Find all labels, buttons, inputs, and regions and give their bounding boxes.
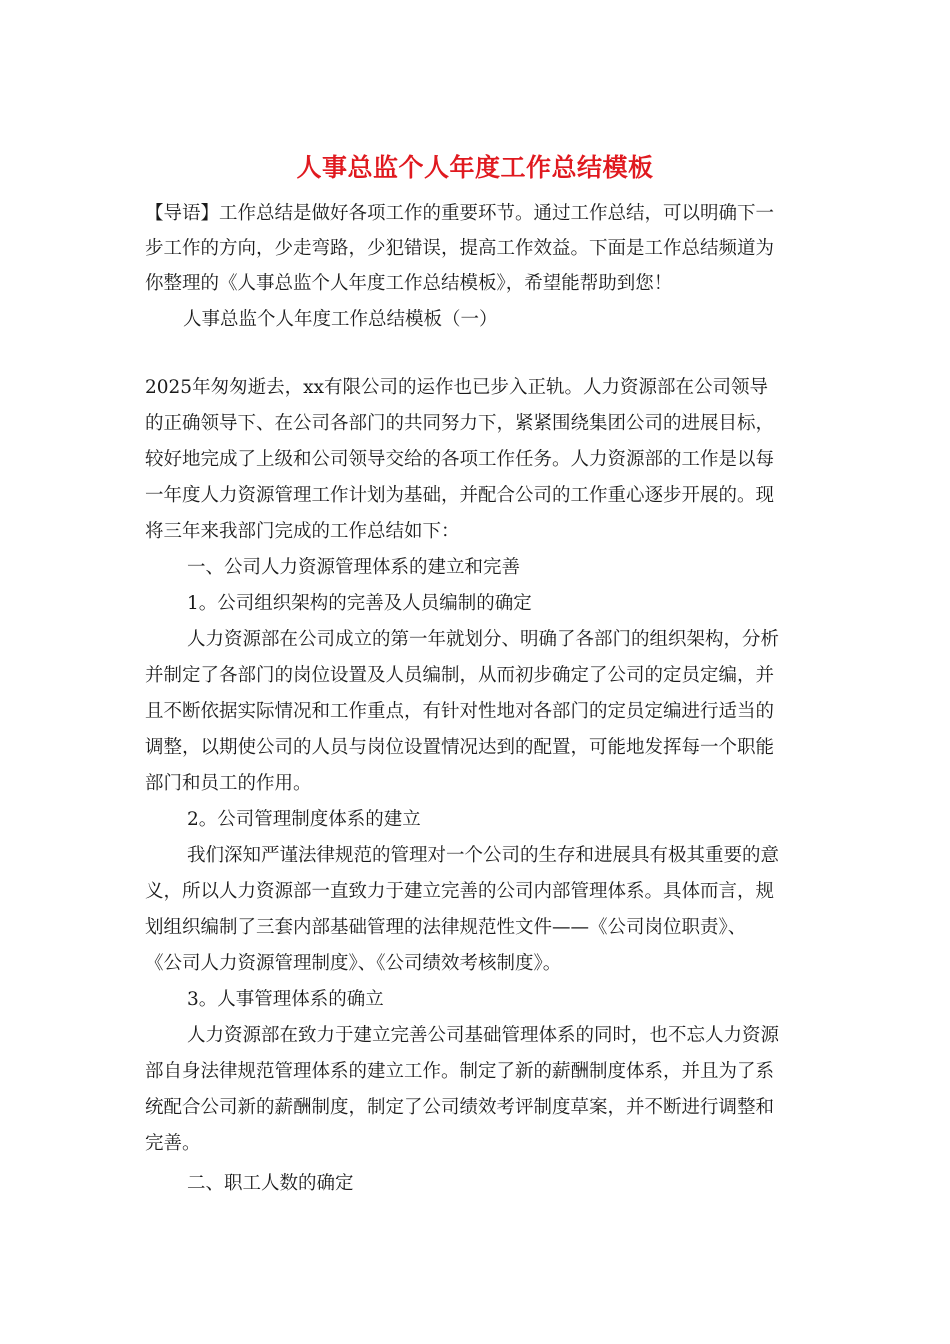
- section-subtitle: 人事总监个人年度工作总结模板（一）: [183, 309, 498, 330]
- paragraph-line: 并制定了各部门的岗位设置及人员编制，从而初步确定了公司的定员定编，并: [145, 665, 775, 686]
- heading-2: 二、职工人数的确定: [187, 1173, 354, 1194]
- paragraph-line: 2025年匆匆逝去，xx有限公司的运作也已步入正轨。人力资源部在公司领导: [145, 377, 768, 398]
- intro-line-3: 你整理的《人事总监个人年度工作总结模板》，希望能帮助到您！: [145, 273, 673, 294]
- paragraph-line: 且不断依据实际情况和工作重点，有针对性地对各部门的定员定编进行适当的: [145, 701, 775, 722]
- heading-1-2: 2。公司管理制度体系的建立: [187, 809, 421, 830]
- paragraph-line: 的正确领导下、在公司各部门的共同努力下，紧紧围绕集团公司的进展目标，: [145, 413, 775, 434]
- paragraph-line: 完善。: [145, 1133, 201, 1154]
- paragraph-line: 部自身法律规范管理体系的建立工作。制定了新的薪酬制度体系，并且为了系: [145, 1061, 775, 1082]
- paragraph-line: 义，所以人力资源部一直致力于建立完善的公司内部管理体系。具体而言，规: [145, 881, 775, 902]
- heading-1: 一、公司人力资源管理体系的建立和完善: [187, 557, 521, 578]
- paragraph-line: 调整，以期使公司的人员与岗位设置情况达到的配置，可能地发挥每一个职能: [145, 737, 775, 758]
- paragraph-line: 我们深知严谨法律规范的管理对一个公司的生存和进展具有极其重要的意: [187, 845, 780, 866]
- paragraph-line: 部门和员工的作用。: [145, 773, 312, 794]
- paragraph-line: 将三年来我部门完成的工作总结如下：: [145, 521, 460, 542]
- paragraph-line: 人力资源部在致力于建立完善公司基础管理体系的同时，也不忘人力资源: [187, 1025, 780, 1046]
- paragraph-line: 《公司人力资源管理制度》、《公司绩效考核制度》。: [145, 953, 562, 974]
- document-title: 人事总监个人年度工作总结模板: [296, 153, 654, 182]
- paragraph-line: 较好地完成了上级和公司领导交给的各项工作任务。人力资源部的工作是以每: [145, 449, 775, 470]
- paragraph-line: 统配合公司新的薪酬制度，制定了公司绩效考评制度草案，并不断进行调整和: [145, 1097, 775, 1118]
- heading-1-3: 3。人事管理体系的确立: [187, 989, 384, 1010]
- heading-1-1: 1。公司组织架构的完善及人员编制的确定: [187, 593, 532, 614]
- paragraph-line: 人力资源部在公司成立的第一年就划分、明确了各部门的组织架构，分析: [187, 629, 780, 650]
- intro-line-2: 步工作的方向，少走弯路，少犯错误，提高工作效益。下面是工作总结频道为: [145, 238, 775, 259]
- intro-line-1: 【导语】工作总结是做好各项工作的重要环节。通过工作总结，可以明确下一: [145, 203, 775, 224]
- paragraph-line: 一年度人力资源管理工作计划为基础，并配合公司的工作重心逐步开展的。现: [145, 485, 775, 506]
- paragraph-line: 划组织编制了三套内部基础管理的法律规范性文件——《公司岗位职责》、: [145, 917, 747, 938]
